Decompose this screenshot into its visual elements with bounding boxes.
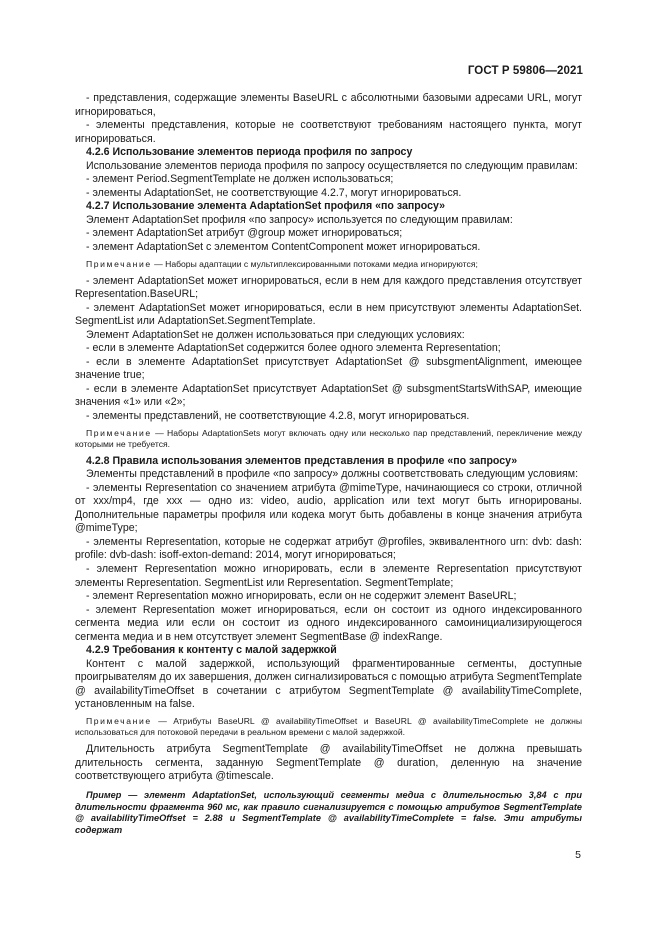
page-number: 5 — [575, 849, 581, 861]
paragraph: - элемент AdaptationSet атрибут @group может игнорироваться; — [86, 227, 403, 240]
paragraph: - элемент Representation можно игнорировать, если в элементе Representation присутствуют элементы Representation. SegmentList или Representation. SegmentTemplate; — [75, 562, 582, 589]
paragraph: Элементы представлений в профиле «по запросу» должны соответствовать следующим условиям: — [86, 468, 579, 481]
paragraph: - элементы AdaptationSet, не соответствующие 4.2.7, могут игнорироваться. — [86, 186, 462, 199]
paragraph: - элементы представления, которые не соответствуют требованиям настоящего пункта, могут игнорироваться. — [75, 119, 582, 145]
paragraph: - если в элементе AdaptationSet присутствует AdaptationSet @ subsgmentStartsWithSAP, имеющие значения «1» или «2»; — [75, 382, 582, 409]
section-heading-4-2-9: 4.2.9 Требования к контенту с малой задержкой — [86, 644, 337, 657]
paragraph: Контент с малой задержкой, использующий фрагментированные сегменты, доступные проигрывателям до их завершения, должен сигнализироваться с помощью атрибута SegmentTemplate @ availabilityTimeOffset в сочетании с атрибутом SegmentTemplate @ availabilityTimeComplete, установленным на false. — [75, 657, 582, 711]
example: Пример — элемент AdaptationSet, использующий сегменты медиа с длительностью 3,84 с при длительности фрагмента 960 мс, как правило сигнализируется с помощью атрибутов SegmentTemplate @ availabilityTimeOffset = 2.88 и SegmentTemplate @ availabilityTimeComplete = false. Эти атрибуты содержат — [75, 789, 582, 836]
paragraph: Элемент AdaptationSet не должен использоваться при следующих условиях: — [86, 328, 465, 341]
note-label: Примечание — [86, 258, 152, 269]
page-content — [75, 92, 582, 837]
paragraph: - элемент Representation может игнорироваться, если он состоит из одного индексированного сегмента медиа или если он состоит из одного индексированного самоинициализирующегося сегмента медиа и в нем отсутствует элемент SegmentBase @ indexRange. — [75, 603, 582, 643]
paragraph: - элемент Representation можно игнорировать, если он не содержит элемент BaseURL; — [86, 590, 517, 603]
paragraph: - элементы Representation со значением атрибута @mimeType, начинающиеся со строки, отличной от xxx/mp4, где xxx — одно из: video, audio, application или text могут быть игнорированы. Дополнительные параметры профиля или кодека могут быть добавлены в конце значения атрибута @mimeType; — [75, 481, 582, 535]
section-heading-4-2-7: 4.2.7 Использование элемента AdaptationSet профиля «по запросу» — [86, 200, 446, 213]
note — [75, 428, 582, 450]
note-text: — Атрибуты BaseURL @ availabilityTimeOffset и BaseURL @ availabilityTimeComplete не должны использоваться для потоковой передачи в реальном времени с малой задержкой. — [75, 715, 582, 737]
paragraph: Длительность атрибута SegmentTemplate @ availabilityTimeOffset не должна превышать длительность сегмента, заданную SegmentTemplate @ duration, деленную на значение соответствующего атрибута @timescale. — [75, 742, 582, 783]
section-heading-4-2-8: 4.2.8 Правила использования элементов представления в профиле «по запросу» — [86, 454, 518, 467]
paragraph: - элемент AdaptationSet может игнорироваться, если в нем для каждого представления отсутствует Representation.BaseURL; — [75, 274, 582, 301]
note-text: — Наборы адаптации с мультиплексированными потоками медиа игнорируются; — [151, 258, 478, 269]
paragraph: - если в элементе AdaptationSet содержится более одного элемента Representation; — [86, 342, 501, 355]
paragraph: - элемент Period.SegmentTemplate не должен использоваться; — [86, 173, 394, 186]
section-heading-4-2-6: 4.2.6 Использование элементов периода профиля по запросу — [86, 146, 413, 159]
paragraph: - элементы представлений, не соответствующие 4.2.8, могут игнорироваться. — [86, 410, 470, 423]
note-label: Примечание — [86, 427, 152, 438]
paragraph: - представления, содержащие элементы BaseURL с абсолютными базовыми адресами URL, могут игнорироваться, — [75, 92, 582, 118]
standard-number: ГОСТ Р 59806—2021 — [467, 65, 583, 77]
paragraph: - элемент AdaptationSet с элементом ContentComponent может игнорироваться. — [86, 241, 481, 254]
paragraph: - элементы Representation, которые не содержат атрибут @profiles, эквивалентного urn: dvb: dash: profile: dvb-dash: isoff-exton-demand: 2014, могут игнорироваться; — [75, 535, 582, 562]
note-label: Примечание — [86, 715, 152, 726]
paragraph: Использование элементов периода профиля по запросу осуществляется по следующим правилам: — [86, 159, 578, 172]
paragraph: - элемент AdaptationSet может игнорироваться, если в нем присутствуют элементы AdaptationSet. SegmentList или AdaptationSet.SegmentTemplate. — [75, 301, 582, 328]
note — [75, 259, 582, 270]
paragraph: Элемент AdaptationSet профиля «по запросу» используется по следующим правилам: — [86, 213, 513, 226]
paragraph: - если в элементе AdaptationSet присутствует AdaptationSet @ subsgmentAlignment, имеющее значение true; — [75, 355, 582, 382]
note — [75, 716, 582, 738]
note-text: — Наборы AdaptationSets могут включать одну или несколько пар представлений, перекличение между которыми не требуется. — [75, 427, 582, 449]
